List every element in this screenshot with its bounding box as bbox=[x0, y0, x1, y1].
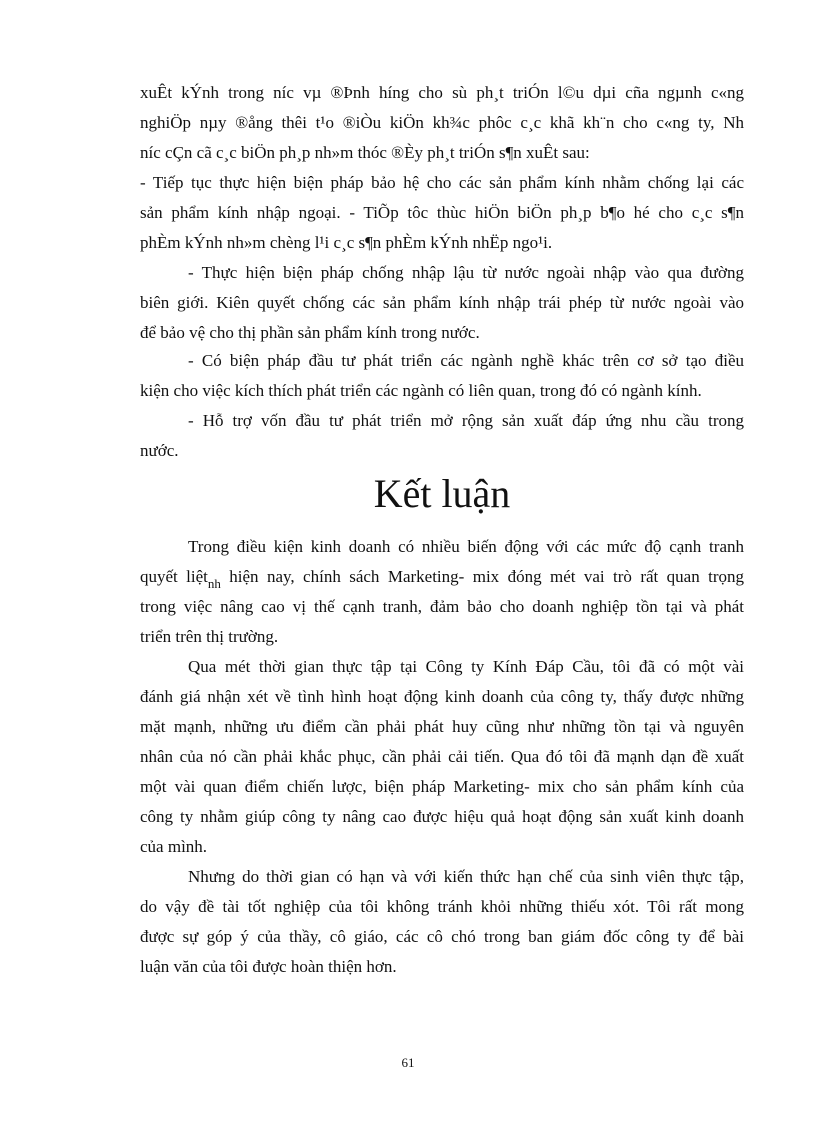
section-heading: Kết luận bbox=[373, 471, 511, 516]
conclusion-line: được sự góp ý của thầy, cô giáo, các cô chó trong ban giám đốc công ty để bài bbox=[140, 927, 744, 946]
body-line: nghiÖp nµy ®ång thêi t¹o ®iÒu kiÖn kh¾c phôc c¸c khã kh¨n cho c«ng ty, Nh bbox=[140, 113, 744, 132]
page-number: 61 bbox=[401, 1055, 415, 1070]
bullet-line: - Thực hiện biện pháp chống nhập lậu từ nước ngoài nhập vào qua đường bbox=[188, 263, 744, 282]
bullet-line: - Hỗ trợ vốn đầu tư phát triển mở rộng sản xuất đáp ứng nhu cầu trong bbox=[188, 411, 744, 430]
conclusion-line: một vài quan điểm chiến lược, biện pháp Marketing- mix cho sản phẩm kính của bbox=[140, 777, 744, 796]
conclusion-line: công ty nhằm giúp công ty nâng cao được hiệu quả hoạt động sản xuất kinh doanh bbox=[140, 807, 744, 826]
body-line: níc cÇn cã c¸c biÖn ph¸p nh»m thóc ®Èy ph¸t triÓn s¶n xuÊt sau: bbox=[140, 143, 590, 162]
body-line: để bảo vệ cho thị phần sản phẩm kính trong nước. bbox=[140, 323, 480, 342]
body-line: biên giới. Kiên quyết chống các sản phẩm kính nhập trái phép từ nước ngoài vào bbox=[140, 293, 744, 312]
conclusion-line: trong việc nâng cao vị thế cạnh tranh, đảm bảo cho doanh nghiệp tồn tại và phát bbox=[140, 597, 744, 616]
conclusion-line: của mình. bbox=[140, 837, 208, 856]
body-line: xuÊt kÝnh trong níc vµ ®Þnh híng cho sù ph¸t triÓn l©u dµi cña ngµnh c«ng bbox=[140, 83, 744, 102]
conclusion-line bbox=[140, 566, 744, 589]
line-text: quyết liệt bbox=[140, 567, 208, 586]
conclusion-line: mặt mạnh, những ưu điểm cần phải phát huy cũng như những tồn tại và nguyên bbox=[140, 717, 744, 736]
conclusion-line: nhân của nó cần phải khắc phục, cần phải cải tiến. Qua đó tôi đã mạnh dạn đề xuất bbox=[140, 747, 744, 766]
body-line: kiện cho việc kích thích phát triển các ngành có liên quan, trong đó có ngành kính. bbox=[140, 381, 702, 400]
body-line: phÈm kÝnh nh»m chèng l¹i c¸c s¶n phÈm kÝnh nhËp ngo¹i. bbox=[140, 233, 553, 252]
bullet-line: - Có biện pháp đầu tư phát triển các ngành nghề khác trên cơ sở tạo điều bbox=[188, 351, 744, 370]
bullet-line: - Tiếp tục thực hiện biện pháp bảo hệ cho các sản phẩm kính nhằm chống lại các bbox=[140, 173, 744, 192]
conclusion-line: Trong điều kiện kinh doanh có nhiều biến động với các mức độ cạnh tranh bbox=[188, 537, 744, 556]
body-line: nước. bbox=[140, 441, 179, 460]
conclusion-line: Qua mét thời gian thực tập tại Công ty Kính Đáp Cầu, tôi đã có một vài bbox=[188, 657, 744, 676]
line-text: hiện nay, chính sách Marketing- mix đóng mét vai trò rất quan trọng bbox=[220, 567, 744, 586]
subscript-text: nh bbox=[207, 576, 221, 589]
conclusion-line: Nhưng do thời gian có hạn và với kiến thức hạn chế của sinh viên thực tập, bbox=[188, 867, 744, 886]
conclusion-line: do vậy đề tài tốt nghiệp của tôi không tránh khỏi những thiếu xót. Tôi rất mong bbox=[140, 897, 744, 916]
body-line: sản phẩm kính nhập ngoại. - TiÕp tôc thùc hiÖn biÖn ph¸p b¶o hé cho c¸c s¶n bbox=[140, 203, 744, 222]
conclusion-line: luận văn của tôi được hoàn thiện hơn. bbox=[140, 957, 397, 976]
conclusion-line: triển trên thị trường. bbox=[140, 627, 279, 646]
conclusion-line: đánh giá nhận xét về tình hình hoạt động kinh doanh của công ty, thấy được những bbox=[140, 687, 744, 706]
